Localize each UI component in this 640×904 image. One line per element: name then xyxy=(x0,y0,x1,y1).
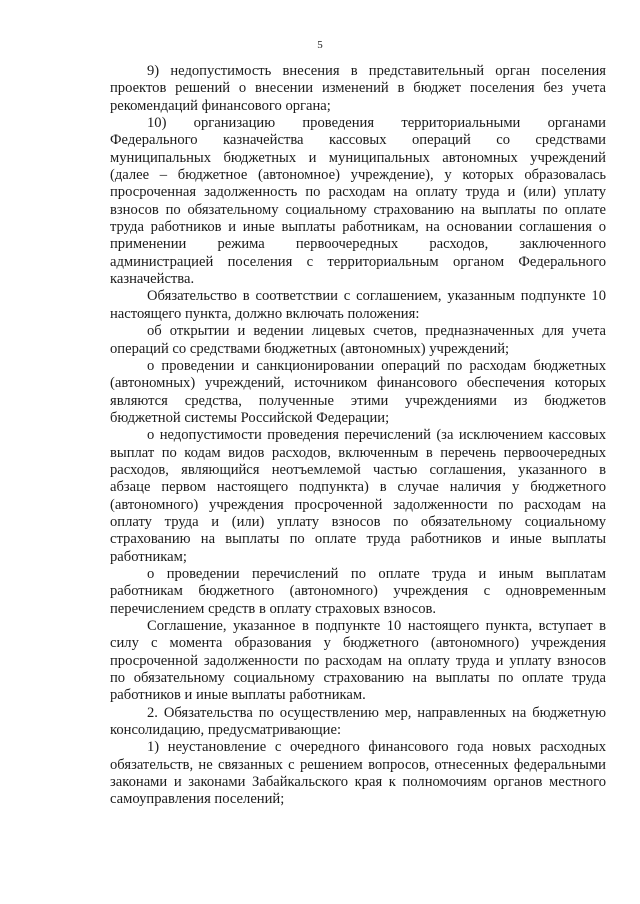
text-line: администрацией поселения с территориальным органом Федерального xyxy=(110,253,606,270)
paragraph xyxy=(110,115,606,288)
paragraph xyxy=(110,705,606,740)
paragraph xyxy=(110,288,606,323)
text-line: настоящего пункта, должно включать положения: xyxy=(110,305,420,322)
paragraph xyxy=(110,323,606,358)
text-line: Соглашение, указанное в подпункте 10 настоящего пункта, вступает в xyxy=(147,618,606,634)
text-line: работников и иные выплаты работникам. xyxy=(110,687,366,704)
text-line: обязательств, не связанных с решением вопросов, отнесенных федеральными xyxy=(110,756,606,773)
paragraph xyxy=(110,618,606,705)
text-line: 9) недопустимость внесения в представительный орган поселения xyxy=(147,63,606,79)
text-line: силу с момента образования у бюджетного (автономного) учреждения xyxy=(110,635,606,652)
document-body xyxy=(110,63,606,809)
text-line: о проведении и санкционировании операций по расходам бюджетных xyxy=(147,357,606,374)
text-line: применении режима первоочередных расходов, заключенного xyxy=(110,236,606,253)
paragraph xyxy=(110,63,606,115)
text-line: являются средства, полученные этими учреждениями из бюджетов xyxy=(110,392,606,409)
text-line: рекомендаций финансового органа; xyxy=(110,97,331,114)
text-line: оплату труда и (или) уплату взносов по обязательному социальному xyxy=(110,513,606,530)
text-line: просроченная задолженность по расходам на оплату труда и (или) уплату xyxy=(110,184,606,201)
text-line: операций со средствами бюджетных (автономных) учреждений; xyxy=(110,340,510,357)
text-line: консолидацию, предусматривающие: xyxy=(110,722,341,739)
text-line: расходов, являющийся неотъемлемой частью соглашения, указанного в xyxy=(110,461,606,478)
text-line: о недопустимости проведения перечислений (за исключением кассовых xyxy=(147,427,606,444)
paragraph xyxy=(110,739,606,808)
text-line: о проведении перечислений по оплате труда и иным выплатам xyxy=(147,565,606,582)
text-line: выплат по кодам видов расходов, включенным в перечень первоочередных xyxy=(110,444,606,461)
paragraph xyxy=(110,358,606,427)
text-line: страхованию на выплаты по оплате труда работников и иные выплаты xyxy=(110,531,606,548)
text-line: бюджетной системы Российской Федерации; xyxy=(110,409,390,426)
page-number: 5 xyxy=(317,39,323,51)
text-line: работникам бюджетного (автономного) учреждения с одновременным xyxy=(110,583,606,600)
text-line: Обязательство в соответствии с соглашением, указанным подпункте 10 xyxy=(147,288,606,305)
text-line: законами и законами Забайкальского края к полномочиям органов местного xyxy=(110,774,606,791)
text-line: по обязательному социальному страхованию на выплаты по оплате труда xyxy=(110,670,606,687)
text-line: 1) неустановление с очередного финансового года новых расходных xyxy=(147,739,606,756)
text-line: абзаце первом настоящего подпункта) в случае наличия у бюджетного xyxy=(110,479,606,496)
paragraph xyxy=(110,566,606,618)
text-line: просроченной задолженности по расходам на оплату труда и уплату взносов xyxy=(110,652,606,669)
text-line: муниципальных бюджетных и муниципальных автономных учреждений xyxy=(110,149,606,166)
text-line: (автономного) учреждения просроченной задолженности по расходам на xyxy=(110,496,606,513)
text-line: (автономных) учреждений, источником финансового обеспечения которых xyxy=(110,375,606,392)
text-line: взносов по обязательному социальному страхованию на выплаты по оплате xyxy=(110,201,606,218)
text-line: труда работников и иные выплаты работникам, на основании соглашения о xyxy=(110,219,606,236)
text-line: проектов решений о внесении изменений в бюджет поселения без учета xyxy=(110,80,606,97)
text-line: Федерального казначейства кассовых операций со средствами xyxy=(110,132,606,149)
paragraph xyxy=(110,427,606,566)
text-line: (далее – бюджетное (автономное) учреждение), у которых образовалась xyxy=(110,167,606,184)
text-line: казначейства. xyxy=(110,271,195,288)
text-line: перечислением средств в оплату страховых взносов. xyxy=(110,600,437,617)
text-line: работникам; xyxy=(110,548,187,565)
text-line: 2. Обязательства по осуществлению мер, направленных на бюджетную xyxy=(147,704,606,721)
text-line: об открытии и ведении лицевых счетов, предназначенных для учета xyxy=(147,323,606,340)
text-line: 10) организацию проведения территориальными органами xyxy=(147,115,606,132)
text-line: самоуправления поселений; xyxy=(110,791,285,808)
